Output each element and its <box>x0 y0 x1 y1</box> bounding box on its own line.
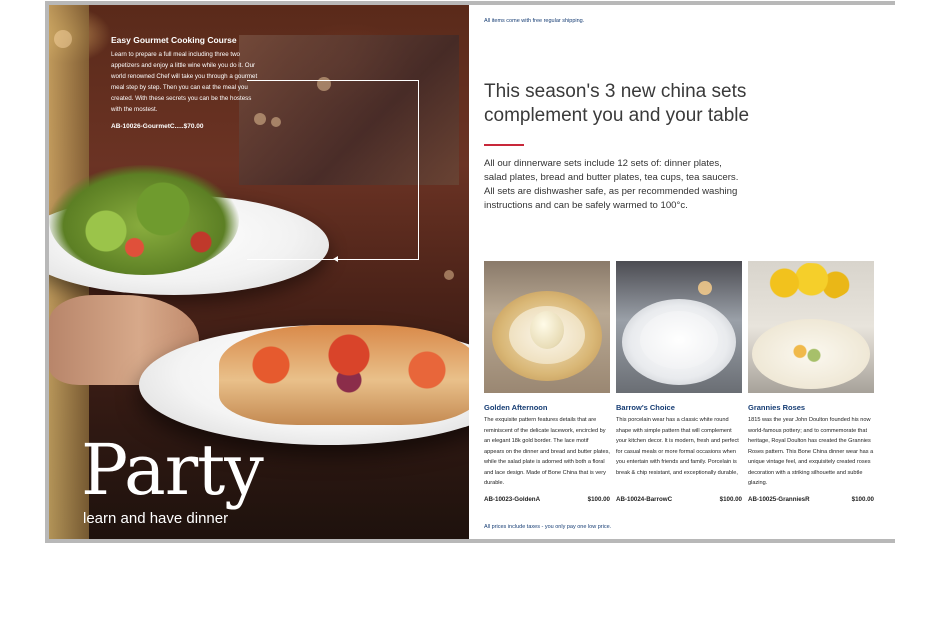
product-price: $100.00 <box>587 496 610 503</box>
callout-arrow-icon <box>333 256 338 262</box>
course-title: Easy Gourmet Cooking Course <box>111 35 237 45</box>
product-photo[interactable] <box>484 261 610 393</box>
product-golden-afternoon[interactable] <box>484 261 610 503</box>
course-description: Learn to prepare a full meal including three two appetizers and enjoy a little wine while you do it. Our world renowned Chef will take you through a gourmet meal step by step. Then you can eat the meal you created. With these secrets you can be the hostess with the mostest. <box>111 51 258 113</box>
shipping-note: All items come with free regular shipping. <box>484 18 585 24</box>
product-description: This porcelain wear has a classic white round shape with simple pattern that will complement your kitchen decor. It is modern, fresh and perfect for casual meals or more formal occasions when you entertain with friends and family. Porcelain is break & chip resistant, and exceptionally durable, <box>616 417 739 476</box>
bokeh-light <box>54 30 72 48</box>
taxes-note: All prices include taxes - you only pay one low price. <box>484 524 612 530</box>
product-sku: AB-10024-BarrowC <box>616 496 673 503</box>
product-description: 1815 was the year John Doulton founded his now world-famous pottery; and to commemorate that heritage, Royal Doulton has created the Grannies Roses pattern. This Bone China dinner wear has a unique vintage feel, and exquisitely created roses decoration with a striking silhouette and subtle glazing. <box>748 417 874 486</box>
party-subtitle: learn and have dinner <box>83 510 229 527</box>
course-sku-price: AB-10026-GourmetC.....$70.00 <box>111 123 204 130</box>
product-price: $100.00 <box>719 496 742 503</box>
product-sku: AB-10025-GranniesR <box>748 496 810 503</box>
plate-icon <box>640 311 718 369</box>
bokeh-light <box>444 270 454 280</box>
pumpkin-icon <box>530 311 564 349</box>
floral-decoration-icon <box>788 341 828 367</box>
headline: This season's 3 new china sets complement you and your table <box>484 81 750 126</box>
product-name: Grannies Roses <box>748 403 806 412</box>
product-sku-row <box>484 496 610 503</box>
candle-light-icon <box>698 281 712 295</box>
right-page <box>469 5 895 539</box>
product-name: Golden Afternoon <box>484 403 548 412</box>
product-sku-row <box>616 496 742 503</box>
product-photo[interactable] <box>748 261 874 393</box>
product-photo[interactable] <box>616 261 742 393</box>
product-name: Barrow's Choice <box>616 403 675 412</box>
party-title: Party <box>81 429 263 511</box>
bruschetta <box>219 325 469 425</box>
product-grannies-roses[interactable] <box>748 261 874 503</box>
product-price: $100.00 <box>851 496 874 503</box>
headline-rule <box>484 144 524 146</box>
course-block <box>111 35 263 130</box>
product-sku: AB-10023-GoldenA <box>484 496 541 503</box>
product-description: The exquisite pattern features details that are reminiscent of the delicate lacework, encircled by an elegant 18k gold border. The lace motif appears on the dinner and bread and butter plates, while the salad plate is adorned with both a floral and lace design. Made of Bone China that is very durable. <box>484 417 610 486</box>
callout-line <box>247 80 419 260</box>
salad <box>49 165 239 275</box>
roses-icon <box>762 263 852 303</box>
catalog-spread <box>45 1 895 543</box>
product-barrows-choice[interactable] <box>616 261 742 503</box>
intro-text: All our dinnerware sets include 12 sets of: dinner plates, salad plates, bread and butter plates, tea cups, tea saucers. All sets are dishwasher safe, as per recommended washing instructions and can be safely warmed to 100°c. <box>484 158 739 211</box>
product-sku-row <box>748 496 874 503</box>
left-page-photo <box>49 5 469 539</box>
